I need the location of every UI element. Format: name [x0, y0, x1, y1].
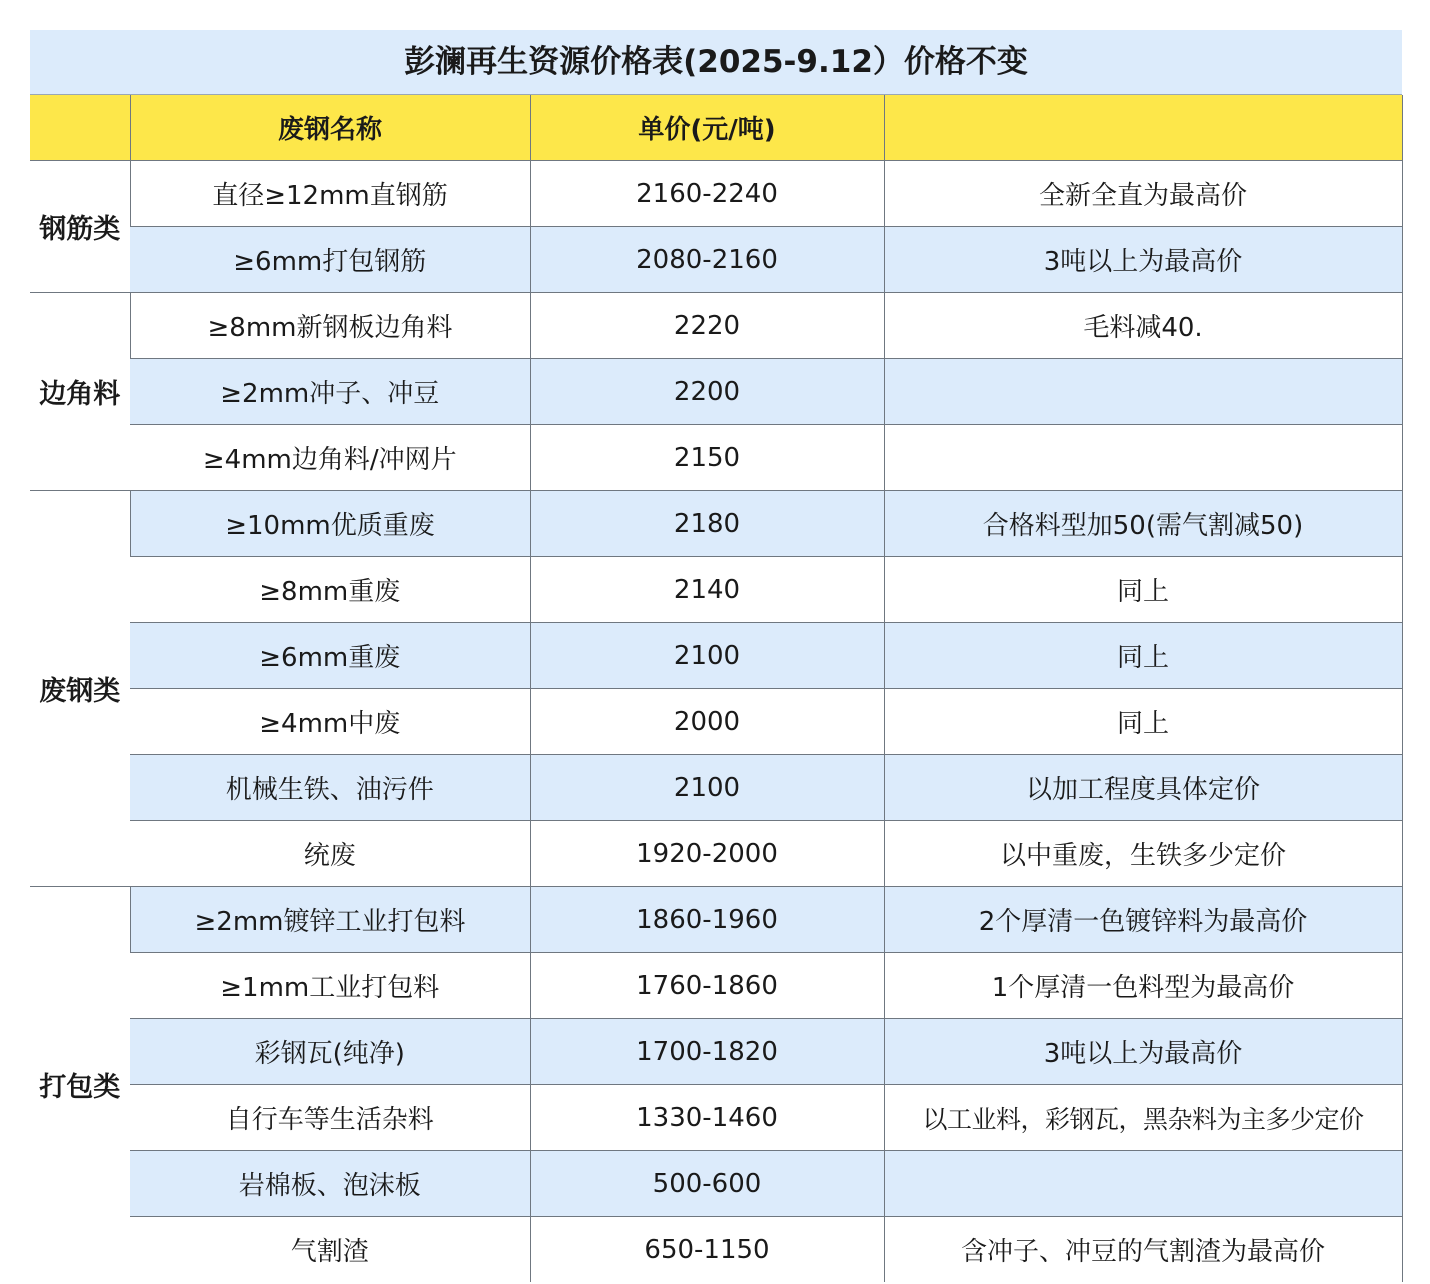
note-cell: 2个厚清一色镀锌料为最高价	[884, 887, 1402, 953]
category-cell: 打包类	[30, 887, 130, 1283]
name-cell: ≥10mm优质重废	[130, 491, 530, 557]
name-cell: 统废	[130, 821, 530, 887]
note-cell: 1个厚清一色料型为最高价	[884, 953, 1402, 1019]
name-cell: ≥4mm中废	[130, 689, 530, 755]
table-row	[30, 425, 1402, 491]
note-cell: 以中重废，生铁多少定价	[884, 821, 1402, 887]
note-cell: 3吨以上为最高价	[884, 227, 1402, 293]
table-row	[30, 293, 1402, 359]
table-header-row	[30, 95, 1402, 161]
name-cell: 气割渣	[130, 1217, 530, 1283]
name-cell: ≥8mm新钢板边角料	[130, 293, 530, 359]
table-row	[30, 1019, 1402, 1085]
price-cell: 2160-2240	[530, 161, 884, 227]
note-cell: 以工业料，彩钢瓦，黑杂料为主多少定价	[884, 1085, 1402, 1151]
price-cell: 2180	[530, 491, 884, 557]
table-row	[30, 557, 1402, 623]
table-row	[30, 1151, 1402, 1217]
name-cell: 直径≥12mm直钢筋	[130, 161, 530, 227]
note-cell: 同上	[884, 623, 1402, 689]
table-row	[30, 227, 1402, 293]
name-cell: 机械生铁、油污件	[130, 755, 530, 821]
name-cell: ≥8mm重废	[130, 557, 530, 623]
note-cell: 含冲子、冲豆的气割渣为最高价	[884, 1217, 1402, 1283]
table-row	[30, 1085, 1402, 1151]
note-cell: 3吨以上为最高价	[884, 1019, 1402, 1085]
table-row	[30, 821, 1402, 887]
price-cell: 500-600	[530, 1151, 884, 1217]
note-cell: 同上	[884, 557, 1402, 623]
note-cell: 以加工程度具体定价	[884, 755, 1402, 821]
name-cell: ≥6mm重废	[130, 623, 530, 689]
price-cell: 650-1150	[530, 1217, 884, 1283]
price-cell: 1760-1860	[530, 953, 884, 1019]
table-row	[30, 887, 1402, 953]
price-cell: 2000	[530, 689, 884, 755]
note-cell: 毛料减40.	[884, 293, 1402, 359]
table-row	[30, 359, 1402, 425]
price-table	[30, 95, 1403, 1282]
table-row	[30, 491, 1402, 557]
table-row	[30, 953, 1402, 1019]
header-price: 单价(元/吨)	[530, 95, 884, 161]
price-cell: 2080-2160	[530, 227, 884, 293]
table-row	[30, 623, 1402, 689]
note-cell	[884, 425, 1402, 491]
header-note	[884, 95, 1402, 161]
note-cell: 全新全直为最高价	[884, 161, 1402, 227]
price-cell: 1700-1820	[530, 1019, 884, 1085]
header-name: 废钢名称	[130, 95, 530, 161]
name-cell: ≥1mm工业打包料	[130, 953, 530, 1019]
name-cell: 彩钢瓦(纯净)	[130, 1019, 530, 1085]
table-row	[30, 755, 1402, 821]
name-cell: ≥2mm冲子、冲豆	[130, 359, 530, 425]
name-cell: 自行车等生活杂料	[130, 1085, 530, 1151]
price-cell: 2100	[530, 623, 884, 689]
name-cell: ≥4mm边角料/冲网片	[130, 425, 530, 491]
table-row	[30, 161, 1402, 227]
name-cell: ≥6mm打包钢筋	[130, 227, 530, 293]
price-cell: 2200	[530, 359, 884, 425]
table-row	[30, 689, 1402, 755]
note-cell: 同上	[884, 689, 1402, 755]
price-cell: 2150	[530, 425, 884, 491]
category-cell: 边角料	[30, 293, 130, 491]
category-cell: 钢筋类	[30, 161, 130, 293]
price-sheet	[30, 30, 1402, 1282]
price-cell: 1330-1460	[530, 1085, 884, 1151]
page-title: 彭澜再生资源价格表(2025-9.12）价格不变	[30, 30, 1402, 95]
header-category	[30, 95, 130, 161]
price-cell: 1860-1960	[530, 887, 884, 953]
price-cell: 2140	[530, 557, 884, 623]
price-cell: 2100	[530, 755, 884, 821]
table-row	[30, 1217, 1402, 1283]
name-cell: 岩棉板、泡沫板	[130, 1151, 530, 1217]
note-cell: 合格料型加50(需气割减50)	[884, 491, 1402, 557]
note-cell	[884, 359, 1402, 425]
price-cell: 1920-2000	[530, 821, 884, 887]
name-cell: ≥2mm镀锌工业打包料	[130, 887, 530, 953]
price-cell: 2220	[530, 293, 884, 359]
category-cell: 废钢类	[30, 491, 130, 887]
note-cell	[884, 1151, 1402, 1217]
